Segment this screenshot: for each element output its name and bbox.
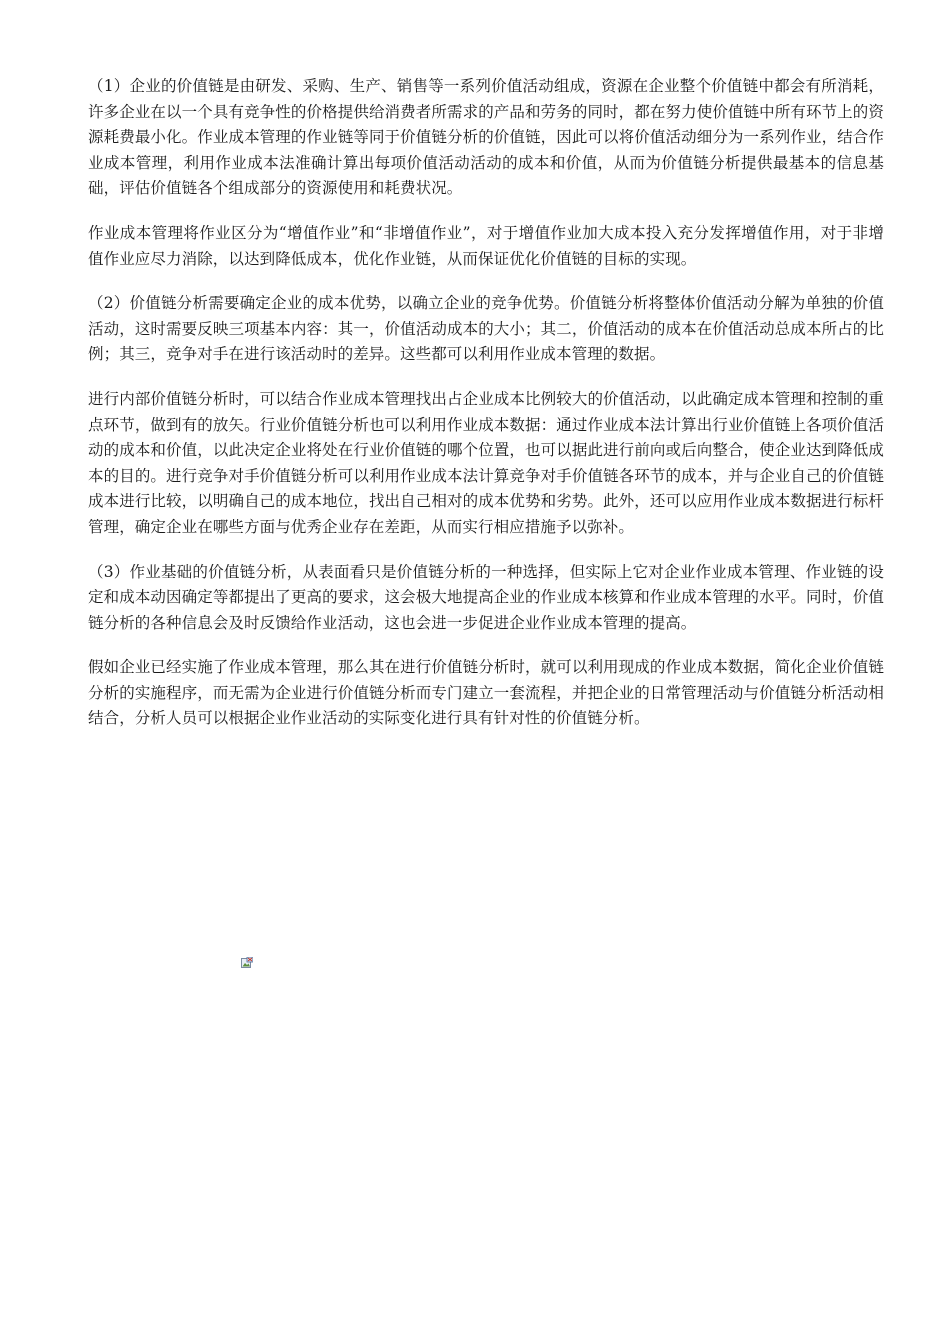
- broken-image-icon: [241, 954, 253, 966]
- paragraph-5: （3）作业基础的价值链分析，从表面看只是价值链分析的一种选择，但实际上它对企业作业成本管理、作业链的设定和成本动因确定等都提出了更高的要求，这会极大地提高企业的作业成本核算和作业成本管理的水平。同时，价值链分析的各种信息会及时反馈给作业活动，这也会进一步促进企业作业成本管理的提高。: [88, 562, 884, 632]
- paragraph-2: 作业成本管理将作业区分为“增值作业”和“非增值作业”，对于增值作业加大成本投入充分发挥增值作用，对于非增值作业应尽力消除，以达到降低成本，优化作业链，从而保证优化价值链的目标的实现。: [88, 223, 884, 268]
- document-body: [88, 74, 884, 751]
- paragraph-1: （1）企业的价值链是由研发、采购、生产、销售等一系列价值活动组成，资源在企业整个价值链中都会有所消耗，许多企业在以一个具有竞争性的价格提供给消费者所需求的产品和劳务的同时，都在努力使价值链中所有环节上的资源耗费最小化。作业成本管理的作业链等同于价值链分析的价值链，因此可以将价值活动细分为一系列作业，结合作业成本管理，利用作业成本法准确计算出每项价值活动活动的成本和价值，从而为价值链分析提供最基本的信息基础，评估价值链各个组成部分的资源使用和耗费状况。: [88, 77, 884, 198]
- paragraph-3: （2）价值链分析需要确定企业的成本优势，以确立企业的竞争优势。价值链分析将整体价值活动分解为单独的价值活动，这时需要反映三项基本内容：其一，价值活动成本的大小；其二，价值活动的成本在价值活动总成本所占的比例；其三，竞争对手在进行该活动时的差异。这些都可以利用作业成本管理的数据。: [88, 294, 884, 364]
- paragraph-6: 假如企业已经实施了作业成本管理，那么其在进行价值链分析时，就可以利用现成的作业成本数据，简化企业价值链分析的实施程序，而无需为企业进行价值链分析而专门建立一套流程，并把企业的日常管理活动与价值链分析活动相结合，分析人员可以根据企业作业活动的实际变化进行具有针对性的价值链分析。: [88, 658, 884, 728]
- paragraph-4: 进行内部价值链分析时，可以结合作业成本管理找出占企业成本比例较大的价值活动，以此确定成本管理和控制的重点环节，做到有的放矢。行业价值链分析也可以利用作业成本数据：通过作业成本法计算出行业价值链上各项价值活动的成本和价值，以此决定企业将处在行业价值链的哪个位置，也可以据此进行前向或后向整合，使企业达到降低成本的目的。进行竞争对手价值链分析可以利用作业成本法计算竞争对手价值链各环节的成本，并与企业自己的价值链成本进行比较，以明确自己的成本地位，找出自己相对的成本优势和劣势。此外，还可以应用作业成本数据进行标杆管理，确定企业在哪些方面与优秀企业存在差距，从而实行相应措施予以弥补。: [88, 389, 884, 536]
